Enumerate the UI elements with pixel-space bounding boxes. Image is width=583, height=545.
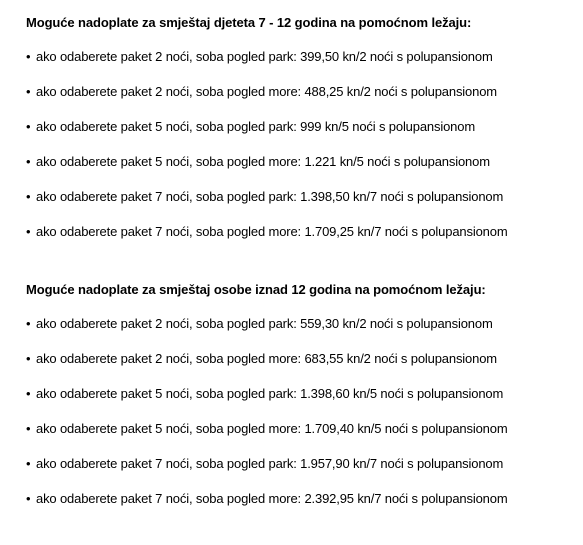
- list-item-text: ako odaberete paket 7 noći, soba pogled more: 2.392,95 kn/7 noći s polupansionom: [36, 491, 508, 506]
- section-child-7-12: [26, 14, 576, 241]
- section-heading: Moguće nadoplate za smještaj osobe iznad 12 godina na pomoćnom ležaju:: [26, 282, 486, 297]
- list-item: [26, 420, 576, 438]
- list-item: [26, 385, 576, 403]
- bullet-icon: •: [26, 351, 31, 366]
- list-item-text: ako odaberete paket 2 noći, soba pogled more: 683,55 kn/2 noći s polupansionom: [36, 351, 497, 366]
- bullet-icon: •: [26, 119, 31, 134]
- list-item-text: ako odaberete paket 7 noći, soba pogled more: 1.709,25 kn/7 noći s polupansionom: [36, 224, 508, 239]
- list-item-text: ako odaberete paket 5 noći, soba pogled more: 1.709,40 kn/5 noći s polupansionom: [36, 421, 508, 436]
- bullet-icon: •: [26, 224, 31, 239]
- list-item: [26, 188, 576, 206]
- list-item: [26, 48, 576, 66]
- bullet-icon: •: [26, 456, 31, 471]
- bullet-icon: •: [26, 154, 31, 169]
- bullet-icon: •: [26, 316, 31, 331]
- list-item: [26, 350, 576, 368]
- list-item-text: ako odaberete paket 7 noći, soba pogled park: 1.957,90 kn/7 noći s polupansionom: [36, 456, 504, 471]
- list-item: [26, 315, 576, 333]
- list-item-text: ako odaberete paket 5 noći, soba pogled more: 1.221 kn/5 noći s polupansionom: [36, 154, 490, 169]
- list-item-text: ako odaberete paket 5 noći, soba pogled park: 999 kn/5 noći s polupansionom: [36, 119, 476, 134]
- list-item: [26, 490, 576, 508]
- bullet-icon: •: [26, 49, 31, 64]
- bullet-icon: •: [26, 189, 31, 204]
- section-person-over-12: [26, 281, 576, 508]
- list-item: [26, 153, 576, 171]
- bullet-icon: •: [26, 386, 31, 401]
- list-item: [26, 83, 576, 101]
- bullet-icon: •: [26, 84, 31, 99]
- list-item-text: ako odaberete paket 5 noći, soba pogled park: 1.398,60 kn/5 noći s polupansionom: [36, 386, 504, 401]
- list-item: [26, 223, 576, 241]
- list-item: [26, 455, 576, 473]
- section-heading: Moguće nadoplate za smještaj djeteta 7 - 12 godina na pomoćnom ležaju:: [26, 15, 472, 30]
- bullet-icon: •: [26, 491, 31, 506]
- list-item-text: ako odaberete paket 2 noći, soba pogled park: 559,30 kn/2 noći s polupansionom: [36, 316, 493, 331]
- price-list: [26, 48, 576, 241]
- document-body: [26, 14, 576, 508]
- price-list: [26, 315, 576, 508]
- list-item: [26, 118, 576, 136]
- list-item-text: ako odaberete paket 2 noći, soba pogled park: 399,50 kn/2 noći s polupansionom: [36, 49, 493, 64]
- list-item-text: ako odaberete paket 2 noći, soba pogled more: 488,25 kn/2 noći s polupansionom: [36, 84, 497, 99]
- list-item-text: ako odaberete paket 7 noći, soba pogled park: 1.398,50 kn/7 noći s polupansionom: [36, 189, 504, 204]
- bullet-icon: •: [26, 421, 31, 436]
